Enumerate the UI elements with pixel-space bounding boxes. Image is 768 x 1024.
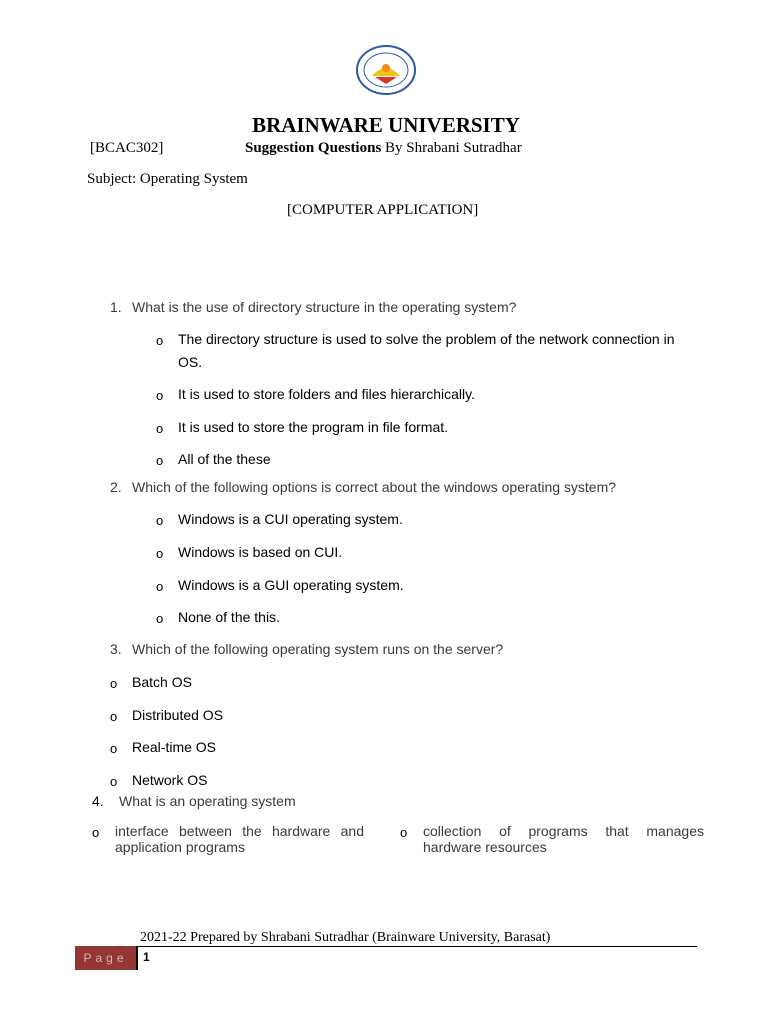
question-4 bbox=[92, 793, 296, 809]
bullet-icon: o bbox=[156, 453, 164, 468]
option-text: interface between the hardware and bbox=[115, 823, 364, 839]
option-text: It is used to store folders and files hierarchically. bbox=[178, 386, 475, 402]
option-text: Real-time OS bbox=[132, 739, 217, 755]
question-number: 2. bbox=[110, 479, 122, 495]
option-text: application programs bbox=[115, 839, 245, 855]
option-text: Windows is a CUI operating system. bbox=[178, 511, 403, 527]
university-title: BRAINWARE UNIVERSITY bbox=[252, 113, 520, 137]
footer-prepared: Prepared by Shrabani Sutradhar (Brainware University, Barasat) bbox=[190, 930, 551, 945]
bullet-icon: o bbox=[156, 513, 164, 528]
bullet-icon: o bbox=[156, 421, 164, 436]
bullet-icon: o bbox=[110, 709, 118, 724]
bullet-icon: o bbox=[110, 676, 118, 691]
footer-divider bbox=[75, 946, 697, 947]
option-text: It is used to store the program in file format. bbox=[178, 419, 449, 435]
question-1 bbox=[110, 299, 516, 315]
bullet-icon: o bbox=[156, 579, 164, 594]
option-text: All of the these bbox=[178, 451, 271, 467]
question-text: What is the use of directory structure in the operating system? bbox=[132, 299, 517, 315]
suggestion-author: By Shrabani Sutradhar bbox=[385, 140, 522, 156]
question-text: What is an operating system bbox=[119, 793, 296, 809]
question-text: Which of the following operating system runs on the server? bbox=[132, 641, 504, 657]
option-text: The directory structure is used to solve the problem of the network connection in bbox=[178, 331, 675, 347]
bullet-icon: o bbox=[156, 333, 164, 348]
footer-year: 2021-22 bbox=[140, 930, 187, 945]
question-text: Which of the following options is correct about the windows operating system? bbox=[132, 479, 617, 495]
option-text: Network OS bbox=[132, 772, 208, 788]
option-text: hardware resources bbox=[423, 839, 547, 855]
university-logo bbox=[355, 44, 417, 96]
footer-text bbox=[140, 930, 550, 946]
question-2 bbox=[110, 479, 616, 495]
option-text: Windows is based on CUI. bbox=[178, 544, 343, 560]
option-text: None of the this. bbox=[178, 609, 280, 625]
bullet-icon: o bbox=[156, 611, 164, 626]
bullet-icon: o bbox=[110, 741, 118, 756]
department-line: [COMPUTER APPLICATION] bbox=[287, 202, 479, 218]
option-right bbox=[423, 823, 704, 855]
question-number: 3. bbox=[110, 641, 122, 657]
suggestion-line bbox=[245, 140, 522, 157]
option-text: Batch OS bbox=[132, 674, 192, 690]
question-number: 4. bbox=[92, 793, 104, 809]
course-code: [BCAC302] bbox=[90, 140, 164, 156]
bullet-icon: o bbox=[156, 546, 164, 561]
option-text: Distributed OS bbox=[132, 707, 224, 723]
bullet-icon: o bbox=[92, 825, 100, 840]
option-text: collection of programs that manages bbox=[423, 823, 704, 839]
bullet-icon: o bbox=[400, 825, 408, 840]
option-text: Windows is a GUI operating system. bbox=[178, 577, 404, 593]
question-number: 1. bbox=[110, 299, 122, 315]
bullet-icon: o bbox=[156, 388, 164, 403]
page-separator bbox=[136, 946, 138, 970]
question-3 bbox=[110, 641, 503, 657]
page-label: Page bbox=[75, 946, 136, 970]
option-left bbox=[115, 823, 364, 855]
bullet-icon: o bbox=[110, 774, 118, 789]
suggestion-bold: Suggestion Questions bbox=[245, 140, 382, 156]
page-number: 1 bbox=[143, 950, 150, 964]
subject-line: Subject: Operating System bbox=[87, 171, 248, 187]
option-text: OS. bbox=[178, 354, 203, 370]
